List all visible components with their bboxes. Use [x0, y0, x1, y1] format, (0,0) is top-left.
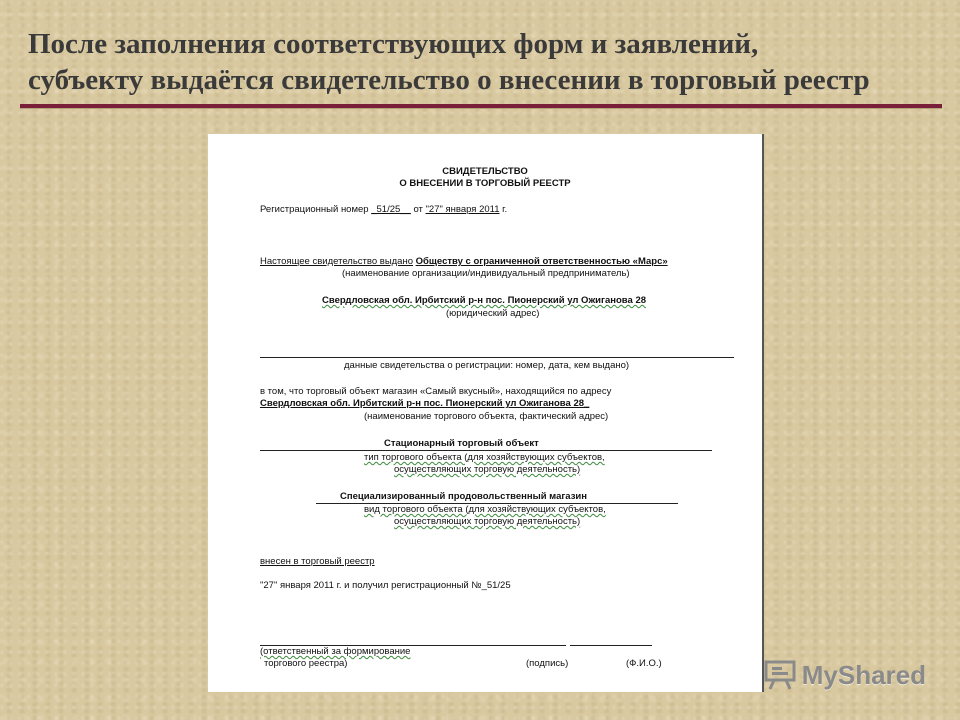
issued-to-caption: (наименование организации/индивидуальный предприниматель): [342, 268, 630, 279]
watermark-text: MyShared: [801, 659, 926, 690]
type-caption-1: тип торгового объекта (для хозяйствующих субъектов,: [364, 452, 605, 463]
sign-name: (Ф.И.О.): [626, 658, 662, 669]
kind-value: Специализированный продовольственный магазин: [340, 491, 588, 502]
presentation-board-icon: [764, 660, 796, 690]
legal-address-value: Свердловская обл. Ирбитский р-н пос. Пионерский ул Ожиганова 28: [322, 295, 647, 306]
legal-address-caption: (юридический адрес): [446, 308, 540, 319]
signature-rule: [570, 645, 652, 646]
object-line-1: в том, что торговый объект магазин «Самый вкусный», находящийся по адресу: [260, 386, 612, 397]
type-rule: [260, 450, 712, 451]
reg-number: _51/25__: [371, 204, 411, 215]
registration-rule: [260, 357, 734, 358]
doc-heading-line-2: О ВНЕСЕНИИ В ТОРГОВЫЙ РЕЕСТР: [399, 178, 571, 189]
issued-to-line: [260, 256, 668, 268]
slide-title: [28, 26, 938, 98]
sign-label-2: торгового реестра): [264, 658, 348, 669]
slide-title-line-2: субъекту выдаётся свидетельство о внесении в торговый реестр: [28, 64, 870, 96]
entered-label: внесен в торговый реестр: [260, 556, 375, 567]
sign-label-1: (ответственный за формирование: [260, 646, 411, 657]
issued-to-value: Обществу с ограниченной ответственностью «Марс»: [415, 256, 668, 267]
reg-year-suffix: г.: [502, 204, 508, 215]
object-caption: (наименование торгового объекта, фактический адрес): [364, 411, 609, 422]
type-caption-2: осуществляющих торговую деятельность): [394, 464, 581, 475]
doc-heading-line-1: СВИДЕТЕЛЬСТВО: [442, 166, 528, 177]
myshared-watermark: [764, 655, 926, 695]
reg-number-line: [260, 204, 507, 216]
kind-caption-1: вид торгового объекта (для хозяйствующих субъектов,: [364, 504, 606, 515]
issued-to-label: Настоящее свидетельство выдано: [260, 256, 413, 267]
reg-label: Регистрационный номер: [260, 204, 369, 215]
kind-caption-2: осуществляющих торговую деятельность): [394, 516, 581, 527]
object-line-2: Свердловская обл. Ирбитский р-н пос. Пионерский ул Ожиганова 28_: [260, 398, 590, 409]
reg-date: "27" января 2011: [425, 204, 500, 215]
certificate-document: [208, 134, 764, 692]
sign-signature: (подпись): [526, 658, 569, 669]
registration-caption: данные свидетельства о регистрации: номер, дата, кем выдано): [344, 360, 630, 371]
reg-from: от: [413, 204, 423, 215]
type-value: Стационарный торговый объект: [384, 438, 539, 449]
entered-date-line: "27" января 2011 г. и получил регистрационный №_51/25: [260, 580, 511, 591]
title-divider: [20, 104, 942, 109]
slide-title-line-1: После заполнения соответствующих форм и заявлений,: [28, 28, 759, 60]
